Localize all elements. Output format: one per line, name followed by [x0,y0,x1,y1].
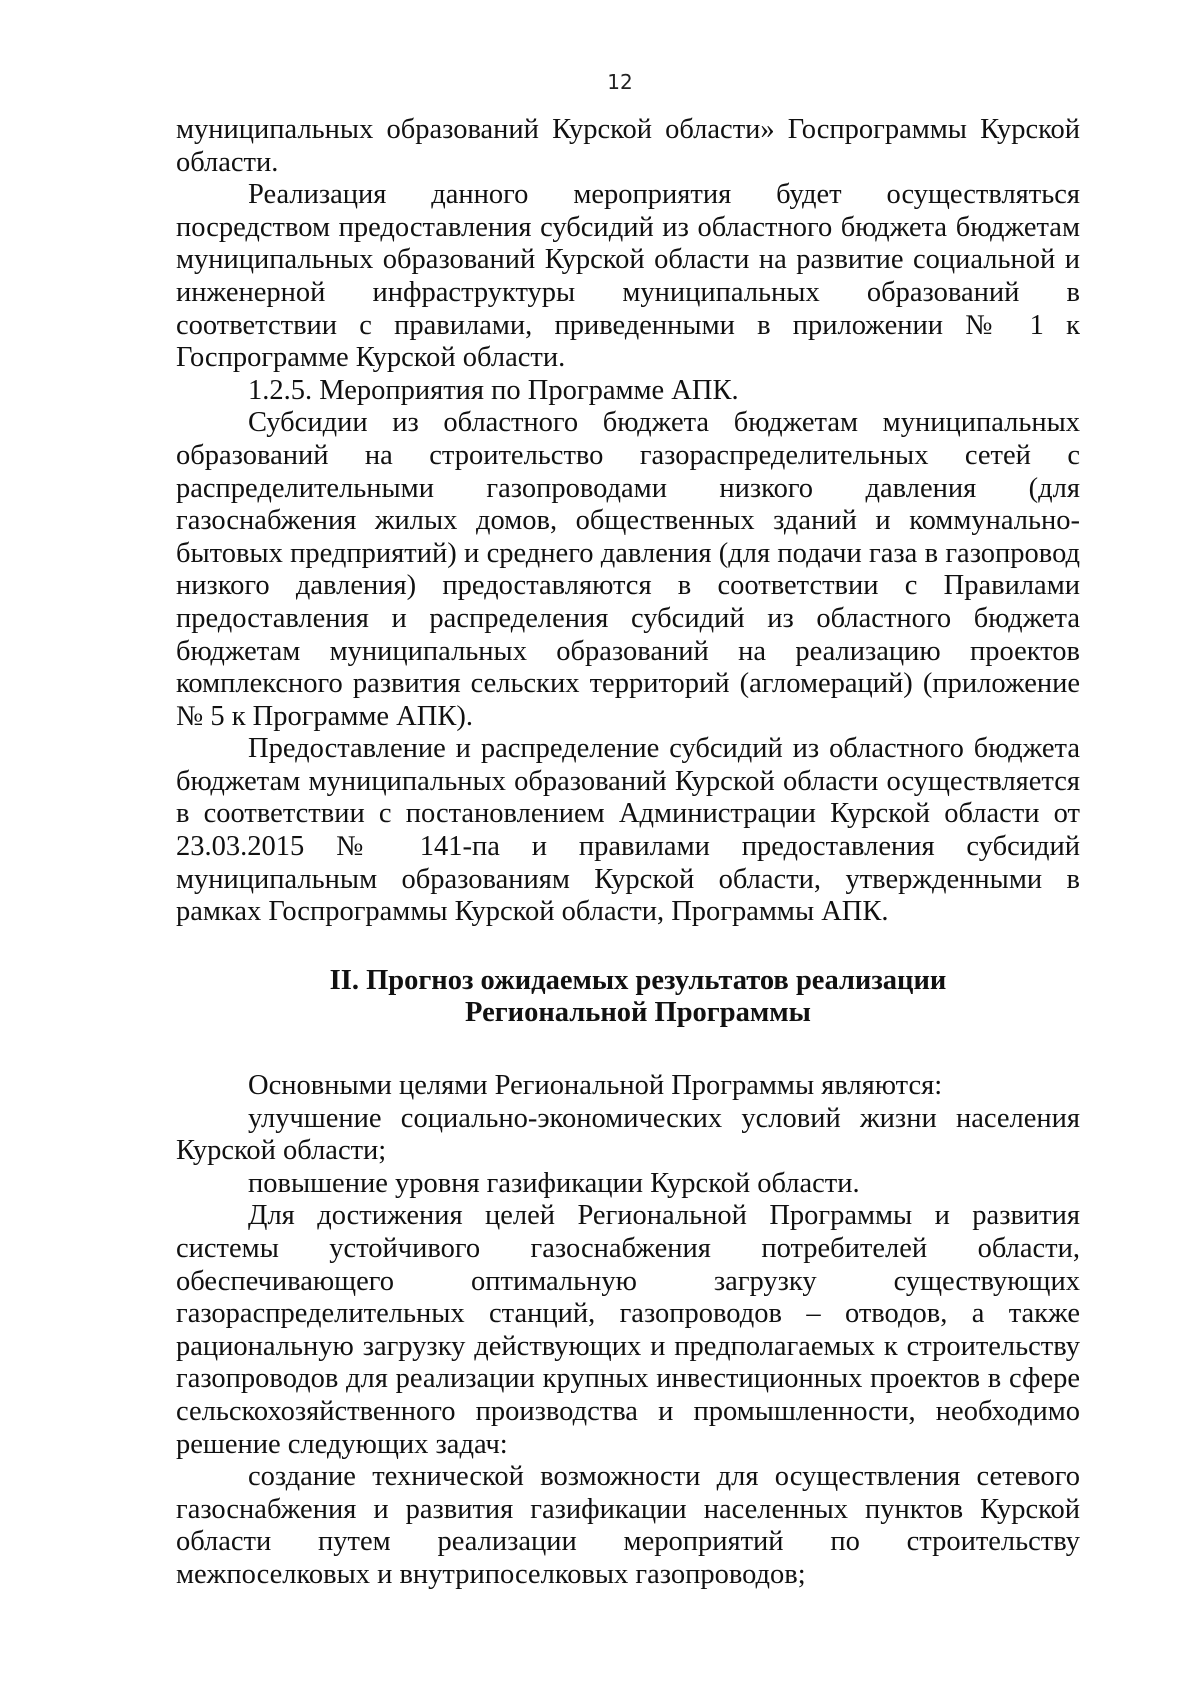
page-number: 12 [607,70,633,94]
paragraph: Для достижения целей Региональной Программы и развития системы устойчивого газоснабжения потребителей области, обеспечивающего оптимальную загрузку существующих газораспределительных станций, газопроводов – отводов, а также рациональную загрузку действующих и предполагаемых к строительству газопроводов для реализации крупных инвестиционных проектов в сфере сельскохозяйственного производства и промышленности, необходимо решение следующих задач: [176,1200,1080,1460]
paragraph: Реализация данного мероприятия будет осуществляться посредством предоставления субсидий из областного бюджета бюджетам муниципальных образований Курской области на развитие социальной и инженерной инфраструктуры муниципальных образований в соответствии с правилами, приведенными в приложении № 1 к Госпрограмме Курской области. [176,179,1080,374]
paragraph: создание технической возможности для осуществления сетевого газоснабжения и развития газификации населенных пунктов Курской области путем реализации мероприятий по строительству межпоселковых и внутрипоселковых газопроводов; [176,1461,1080,1590]
paragraph: улучшение социально-экономических условий жизни населения Курской области; [176,1102,1080,1167]
paragraph: Субсидии из областного бюджета бюджетам муниципальных образований на строительство газораспределительных сетей с распределительными газопроводами низкого давления (для газоснабжения жилых домов, общественных зданий и коммунально-бытовых предприятий) и среднего давления (для подачи газа в газопровод низкого давления) предоставляются в соответствии с Правилами предоставления и распределения субсидий из областного бюджета бюджетам муниципальных образований на реализацию проектов комплексного развития сельских территорий (агломераций) (приложение № 5 к Программе АПК). [176,407,1080,732]
section-heading [176,965,1080,1030]
paragraph: Основными целями Региональной Программы являются: [248,1070,943,1102]
paragraph: повышение уровня газификации Курской области. [248,1167,860,1199]
section-heading-line-2: Региональной Программы [465,997,811,1029]
document-body [176,114,1080,1592]
subsection-title: 1.2.5. Мероприятия по Программе АПК. [248,374,739,406]
paragraph: Предоставление и распределение субсидий из областного бюджета бюджетам муниципальных образований Курской области осуществляется в соответствии с постановлением Администрации Курской области от 23.03.2015 № 141-па и правилами предоставления субсидий муниципальным образованиям Курской области, утвержденными в рамках Госпрограммы Курской области, Программы АПК. [176,733,1080,928]
section-heading-line-1: II. Прогноз ожидаемых результатов реализации [329,964,947,996]
paragraph: муниципальных образований Курской области» Госпрограммы Курской области. [176,114,1080,178]
